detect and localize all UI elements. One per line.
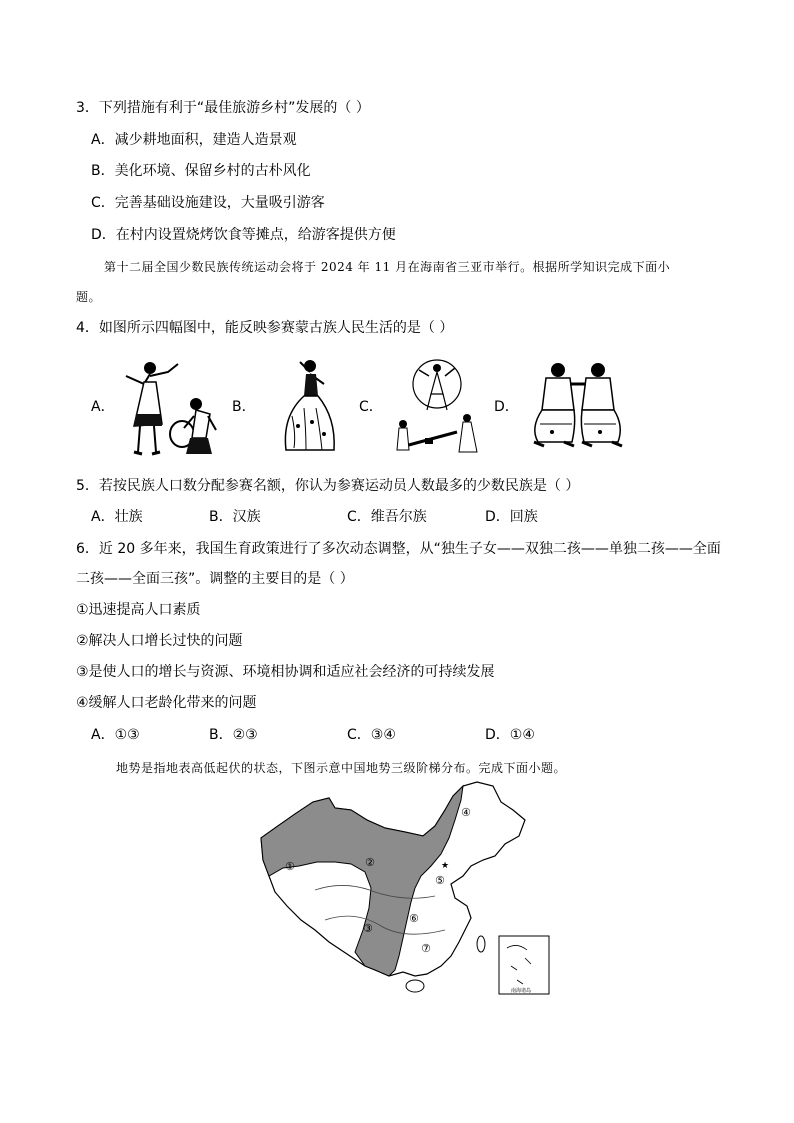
q4-label-b: B． [232,399,256,415]
uyghur-dance-illustration [116,354,226,460]
q3-option-b: B．美化环境、保留乡村的古朴风化 [91,163,311,179]
dai-dance-illustration [276,356,342,456]
q5-option-d: D．回族 [485,509,538,525]
q6-stem-line1: 6．近 20 多年来，我国生育政策进行了多次动态调整，从“独生子女——双独二孩——单独二孩——全面 [76,541,721,557]
q3-option-a: A．减少耕地面积，建造人造景观 [91,132,297,148]
q6-item-1: ①迅速提高人口素质 [76,602,201,618]
china-terrain-map [255,780,555,1000]
q5-stem: 5．若按民族人口数分配参赛名额，你认为参赛运动员人数最多的少数民族是（ ） [76,478,580,494]
q6-item-2: ②解决人口增长过快的问题 [76,633,243,649]
q6-stem-line2: 二孩——全面三孩”。调整的主要目的是（ ） [76,571,354,587]
q4-label-d: D． [494,399,519,415]
q3-stem: 3．下列措施有利于“最佳旅游乡村”发展的（ ） [76,100,370,116]
q6-option-b: B．②③ [209,727,258,743]
q6-option-a: A．①③ [91,727,140,743]
capital-star-icon: ★ [441,861,450,871]
map-label-4: ④ [461,806,471,819]
intro1-line2: 题。 [76,290,102,304]
hainan-island [406,980,424,992]
korean-seesaw-illustration [391,354,485,458]
q6-item-3: ③是使人口的增长与资源、环境相协调和适应社会经济的可持续发展 [76,664,495,680]
map-label-7: ⑦ [421,942,431,955]
q6-item-4: ④缓解人口老龄化带来的问题 [76,695,257,711]
q6-option-d: D．①④ [485,727,535,743]
map-label-1: ① [285,860,295,873]
map-label-2: ② [365,856,375,869]
map-label-3: ③ [363,922,373,935]
map-label-6: ⑥ [409,912,419,925]
intro2-line1: 地势是指地表高低起伏的状态，下图示意中国地势三级阶梯分布。完成下面小题。 [116,761,567,775]
q4-label-c: C． [359,399,383,415]
map-label-5: ⑤ [435,874,445,887]
south-china-sea-inset [499,936,549,994]
q5-option-b: B．汉族 [209,509,261,525]
q5-option-c: C．维吾尔族 [347,509,427,525]
q6-option-c: C．③④ [347,727,396,743]
inset-caption: 南海诸岛 [511,988,532,994]
intro1-line1: 第十二届全国少数民族传统运动会将于 2024 年 11 月在海南省三亚市举行。根据所学知识完成下面小 [104,260,671,274]
taiwan-island [477,936,485,952]
q3-option-d: D．在村内设置烧烤饮食等摊点，给游客提供方便 [91,227,396,243]
q4-label-a: A． [91,399,115,415]
q3-option-c: C．完善基础设施建设，大量吸引游客 [91,195,325,211]
q5-option-a: A．壮族 [91,509,143,525]
q4-stem: 4．如图所示四幅图中，能反映参赛蒙古族人民生活的是（ ） [76,320,454,336]
mongolian-wrestling-illustration [524,358,630,448]
